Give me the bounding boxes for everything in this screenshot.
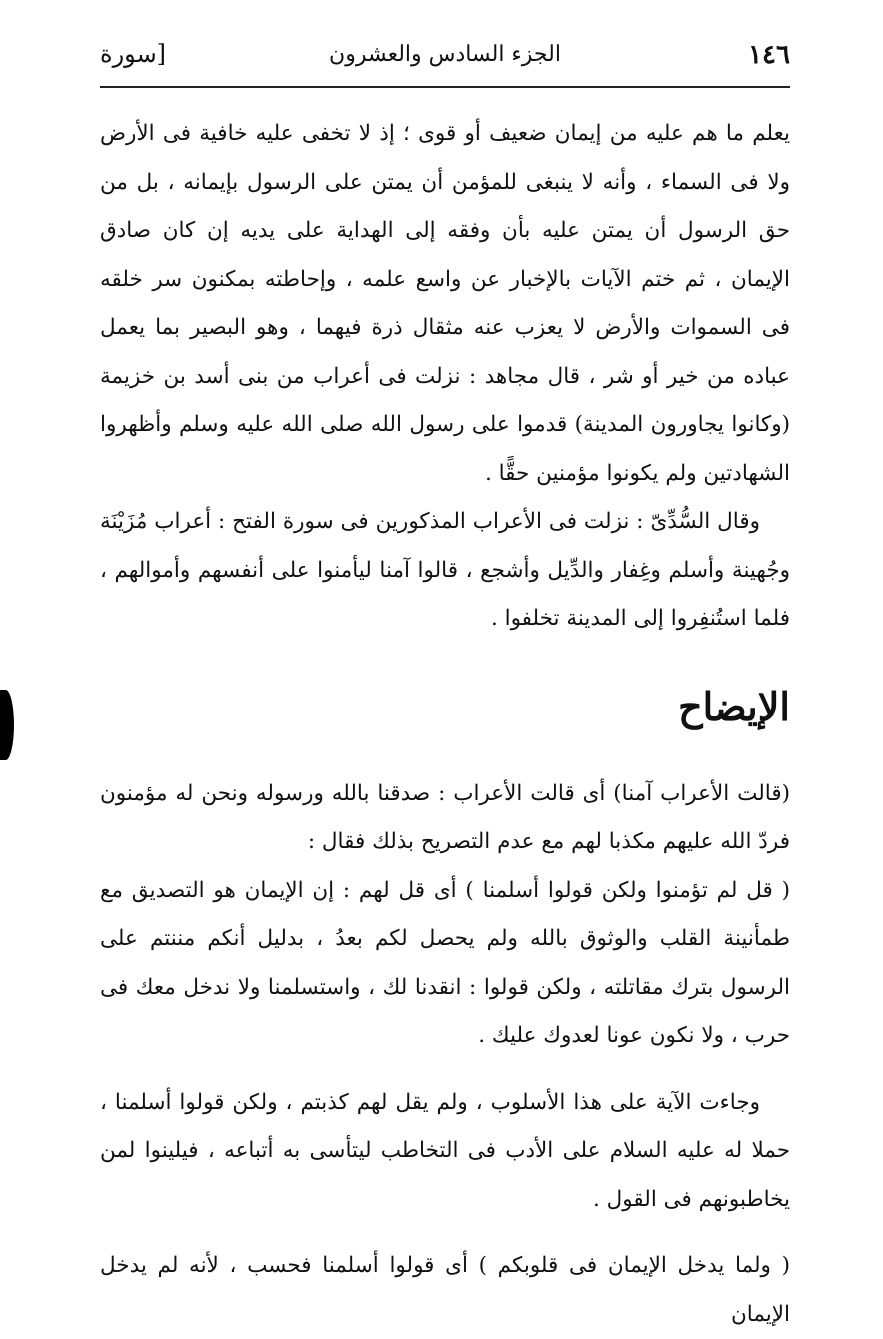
paragraph: يعلم ما هم عليه من إيمان ضعيف أو قوى ؛ إذ لا تخفى عليه خافية فى الأرض ولا فى السماء ، وأنه لا ينبغى للمؤمن أن يمتن على الرسول بإيمانه ، بل من حق الرسول أن يمتن عليه بأن وفقه إلى الهداية على يديه إن كان صادق الإيمان ، ثم ختم الآيات بالإخبار عن واسع علمه ، وإحاطته بمكنون سر خلقه فى السموات والأرض لا يعزب عنه مثقال ذرة فيهما ، وهو البصير بما يعمل عباده من خير أو شر ، قال مجاهد : نزلت فى أعراب من بنى أسد بن خزيمة (وكانوا يجاورون المدينة) قدموا على رسول الله صلى الله عليه وسلم وأظهروا الشهادتين ولم يكونوا مؤمنين حقًّا . (100, 121, 790, 486)
paragraph-gap (100, 1061, 790, 1079)
scan-edge-mark (0, 690, 14, 760)
paragraph: ( قل لم تؤمنوا ولكن قولوا أسلمنا ) أى قل لهم : إن الإيمان هو التصديق مع طمأنينة القلب والوثوق بالله ولم يحصل لكم بعدُ ، بدليل أنكم مننتم على الرسول بترك مقاتلته ، ولكن قولوا : انقدنا لك ، واستسلمنا ولا ندخل معك فى حرب ، ولا نكون عونا لعدوك عليك . (100, 877, 790, 1048)
body-text (100, 110, 790, 1339)
section-heading: الإيضاح (678, 683, 790, 729)
paragraph-gap (100, 1224, 790, 1242)
paragraph: وقال السُّدِّىّ : نزلت فى الأعراب المذكورين فى سورة الفتح : أعراب مُزَيْنَة وجُهينة وأسلم وغِفار والدِّيل وأشجع ، قالوا آمنا ليأمنوا على أنفسهم وأموالهم ، فلما استُنفِروا إلى المدينة تخلفوا . (100, 509, 790, 631)
page-number: ١٤٦ (748, 40, 790, 70)
paragraph: ( ولما يدخل الإيمان فى قلوبكم ) أى قولوا أسلمنا فحسب ، لأنه لم يدخل الإيمان (100, 1253, 790, 1327)
header-rule (100, 86, 790, 88)
paragraph: (قالت الأعراب آمنا) أى قالت الأعراب : صدقنا بالله ورسوله ونحن له مؤمنون فردّ الله عليهم مكذبا لهم مع عدم التصريح بذلك فقال : (100, 780, 790, 854)
running-title: الجزء السادس والعشرون (329, 42, 561, 67)
page-header (100, 40, 790, 80)
sura-label: [سورة (100, 40, 167, 68)
paragraph: وجاءت الآية على هذا الأسلوب ، ولم يقل لهم كذبتم ، ولكن قولوا أسلمنا ، حملا له عليه السلام على الأدب فى التخاطب ليتأسى به أتباعه ، فيلينوا لمن يخاطبونهم فى القول . (100, 1089, 790, 1212)
